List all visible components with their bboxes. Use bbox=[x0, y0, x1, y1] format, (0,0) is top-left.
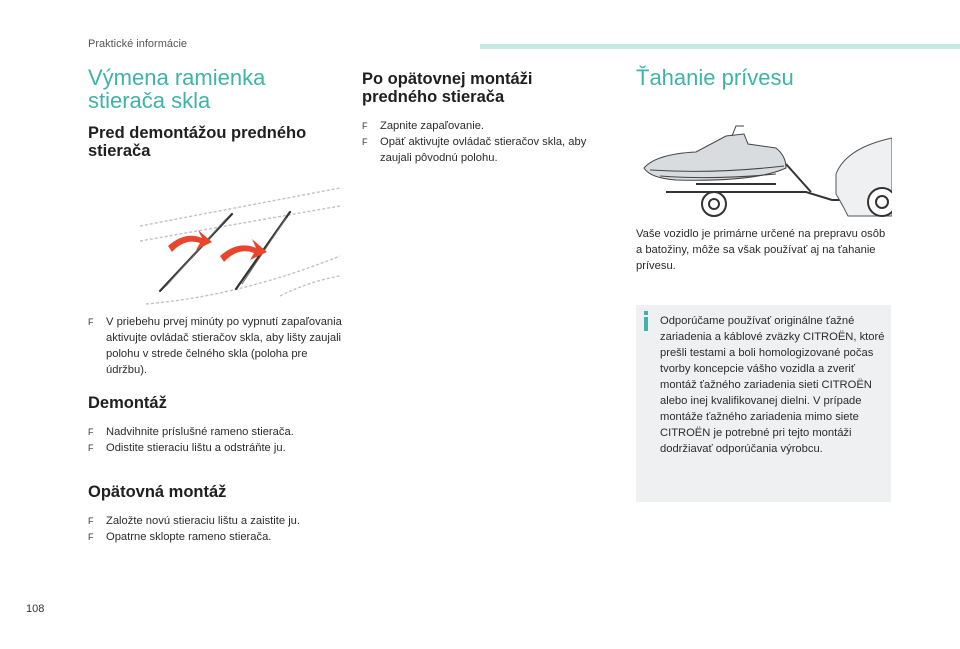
list-removal bbox=[88, 424, 338, 456]
windshield-wiper-illustration bbox=[140, 186, 342, 306]
list-item: F Založte novú stieraciu lištu a zaistite ju. bbox=[88, 515, 301, 527]
trailer-towing-illustration bbox=[636, 124, 892, 222]
section-header: Praktické informácie bbox=[88, 38, 188, 50]
list-after-refit bbox=[362, 118, 610, 166]
heading-before-removal: Pred demontážou predného stierača bbox=[88, 124, 307, 161]
title-wiper-replacement: Výmena ramienka stierača skla bbox=[88, 65, 266, 114]
list-item: F Zapnite zapaľovanie. bbox=[362, 120, 485, 132]
list-item: F Opatrne sklopte rameno stierača. bbox=[88, 531, 272, 543]
header-accent-bar bbox=[480, 44, 960, 49]
info-box-text: Odporúčame používať originálne ťažné zariadenia a káblové zväzky CITROËN, ktoré prešli testami a boli homologizované počas tvorby koncepcie vášho vozidla a zveriť montáž ťažného zariadenia sieti CITROËN alebo inej kvalifikovanej dielni. V prípade montáže ťažného zariadenia mimo siete CITROËN je potrebné pri tejto montáži dodržiavať odporúčania výrobcu. bbox=[660, 315, 885, 455]
list-item: F Odistite stieraciu lištu a odstráňte ju. bbox=[88, 442, 286, 454]
list-item: F Nadvihnite príslušné rameno stierača. bbox=[88, 426, 294, 438]
title-towing: Ťahanie prívesu bbox=[636, 65, 794, 90]
heading-refit: Opätovná montáž bbox=[88, 483, 227, 501]
heading-removal: Demontáž bbox=[88, 394, 167, 412]
towing-paragraph: Vaše vozidlo je primárne určené na prepravu osôb a batožiny, môže sa však používať aj na ťahanie prívesu. bbox=[636, 228, 886, 272]
list-refit bbox=[88, 513, 338, 545]
info-icon bbox=[644, 317, 648, 331]
heading-after-refit: Po opätovnej montáži predného stierača bbox=[362, 70, 533, 107]
page-number: 108 bbox=[26, 603, 45, 615]
bullet-maintenance-position: F V priebehu prvej minúty po vypnutí zapaľovania aktivujte ovládač stieračov skla, aby lišty zaujali polohu v strede čelného skla (poloha pre údržbu). bbox=[88, 316, 342, 376]
bullet-mark: F bbox=[88, 317, 94, 327]
list-item: F Opäť aktivujte ovládač stieračov skla, aby zaujali pôvodnú polohu. bbox=[362, 136, 587, 164]
